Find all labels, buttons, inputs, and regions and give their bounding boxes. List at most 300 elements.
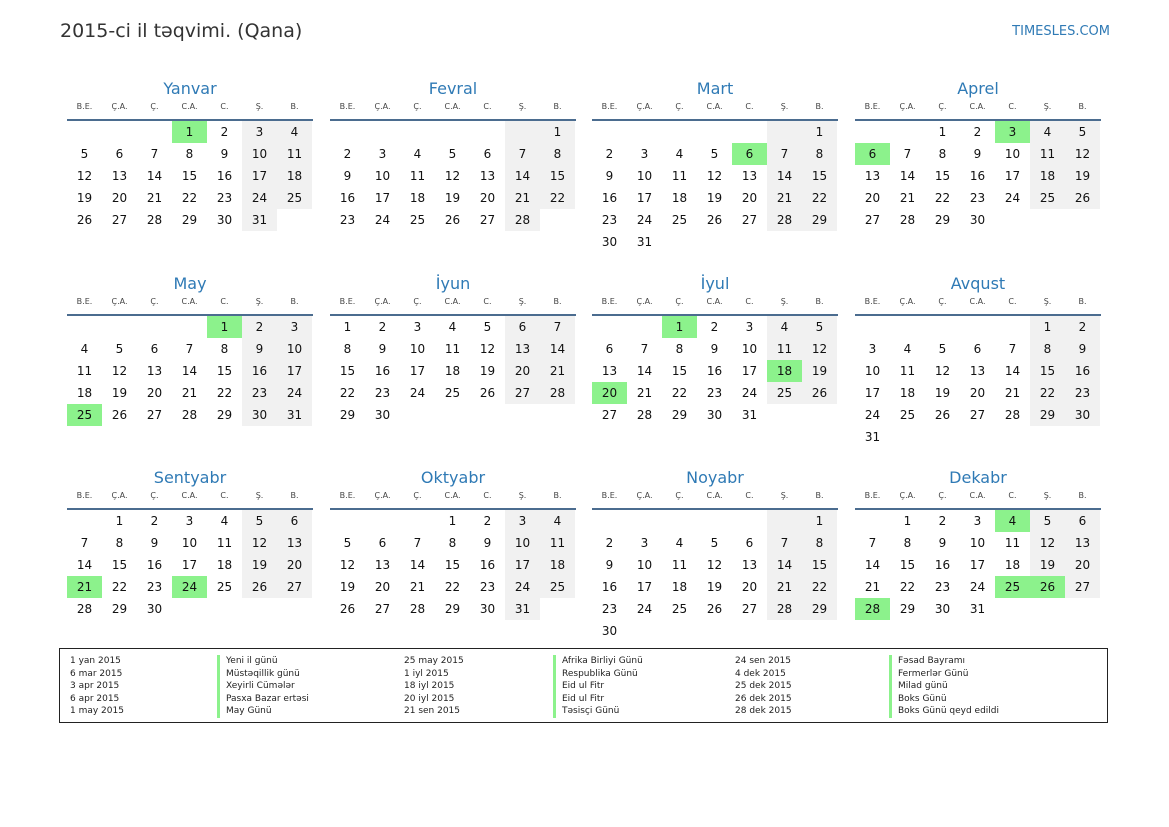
day-cell: 3 xyxy=(995,121,1030,143)
day-cell: 12 xyxy=(706,169,723,183)
weekday-label: B. xyxy=(290,297,299,306)
day-cell: 25 xyxy=(1030,187,1065,209)
day-cell: 8 xyxy=(675,342,684,356)
weekday-label: C. xyxy=(1008,102,1017,111)
empty-day xyxy=(627,510,662,532)
week-row xyxy=(67,165,313,187)
day-cell: 7 xyxy=(767,143,802,165)
week-row xyxy=(67,576,313,598)
day-cell: 30 xyxy=(242,404,277,426)
day-cell: 28 xyxy=(636,408,653,422)
weekday-label: B. xyxy=(553,102,562,111)
month-block xyxy=(67,71,313,231)
day-cell: 7 xyxy=(185,342,194,356)
day-cell: 9 xyxy=(378,342,387,356)
weekday-label: C. xyxy=(745,102,754,111)
day-cell: 12 xyxy=(706,558,723,572)
empty-day xyxy=(995,316,1030,338)
day-cell: 19 xyxy=(76,191,93,205)
day-cell: 13 xyxy=(277,532,312,554)
day-cell: 26 xyxy=(339,602,356,616)
day-cell: 17 xyxy=(181,558,198,572)
weekday-label: Ç.A. xyxy=(374,102,391,111)
day-cell: 10 xyxy=(636,169,653,183)
week-row xyxy=(67,360,313,382)
day-cell: 12 xyxy=(339,558,356,572)
week-row xyxy=(67,598,313,620)
weekday-label: Ş. xyxy=(518,102,527,111)
holiday-date: 18 iyl 2015 xyxy=(404,681,455,692)
day-cell: 20 xyxy=(864,191,881,205)
day-cell: 17 xyxy=(636,580,653,594)
weekday-label: Ş. xyxy=(518,491,527,500)
week-row xyxy=(855,165,1101,187)
week-row xyxy=(67,143,313,165)
day-cell: 11 xyxy=(76,364,93,378)
month-name: Yanvar xyxy=(163,79,217,98)
month-block xyxy=(855,460,1101,620)
empty-day xyxy=(1030,209,1065,231)
day-cell: 23 xyxy=(706,386,723,400)
empty-day xyxy=(697,510,732,532)
day-cell: 18 xyxy=(444,364,461,378)
day-cell: 20 xyxy=(146,386,163,400)
weekday-label: Ş. xyxy=(780,491,789,500)
weekday-header xyxy=(67,292,313,316)
day-cell: 17 xyxy=(409,364,426,378)
empty-day xyxy=(1065,426,1100,448)
month-name: Fevral xyxy=(428,79,478,98)
day-cell: 10 xyxy=(277,338,312,360)
month-block xyxy=(330,266,576,426)
weekday-label: Ş. xyxy=(780,102,789,111)
day-cell: 25 xyxy=(277,187,312,209)
weekday-label: Ç. xyxy=(413,102,422,111)
day-cell: 17 xyxy=(505,554,540,576)
weekday-label: Ç. xyxy=(413,297,422,306)
day-cell: 7 xyxy=(413,536,422,550)
day-cell: 11 xyxy=(540,532,575,554)
day-cell: 4 xyxy=(675,536,684,550)
day-cell: 28 xyxy=(899,213,916,227)
day-cell: 12 xyxy=(479,342,496,356)
weekday-label: Ş. xyxy=(255,491,264,500)
week-row xyxy=(592,404,838,426)
week-row xyxy=(330,187,576,209)
holiday-date-column xyxy=(735,655,792,718)
day-cell: 15 xyxy=(111,558,128,572)
day-cell: 5 xyxy=(710,536,719,550)
empty-day xyxy=(592,510,627,532)
day-cell: 21 xyxy=(181,386,198,400)
day-cell: 4 xyxy=(995,510,1030,532)
empty-day xyxy=(540,598,575,620)
weekday-label: Ç. xyxy=(675,297,684,306)
day-cell: 12 xyxy=(1065,143,1100,165)
holiday-list xyxy=(59,648,1108,723)
week-row xyxy=(855,316,1101,338)
weekday-label: Ç. xyxy=(413,491,422,500)
week-row xyxy=(67,187,313,209)
day-cell: 2 xyxy=(150,514,159,528)
day-cell: 10 xyxy=(181,536,198,550)
day-cell: 26 xyxy=(1065,187,1100,209)
holiday-name: Afrika Birliyi Günü xyxy=(553,655,643,668)
weekday-label: Ş. xyxy=(780,297,789,306)
day-cell: 17 xyxy=(636,191,653,205)
holiday-name: Fermerlər Günü xyxy=(889,668,999,681)
day-cell: 21 xyxy=(409,580,426,594)
day-cell: 21 xyxy=(146,191,163,205)
day-cell: 30 xyxy=(374,408,391,422)
weekday-label: Ç.A. xyxy=(636,297,653,306)
holiday-date: 1 may 2015 xyxy=(70,706,124,717)
empty-day xyxy=(995,426,1030,448)
week-row xyxy=(330,143,576,165)
empty-day xyxy=(1065,209,1100,231)
day-cell: 29 xyxy=(1030,404,1065,426)
weekday-label: C. xyxy=(220,102,229,111)
day-cell: 6 xyxy=(150,342,159,356)
day-cell: 4 xyxy=(675,147,684,161)
day-cell: 8 xyxy=(115,536,124,550)
week-row xyxy=(855,598,1101,620)
week-row xyxy=(855,510,1101,532)
day-cell: 27 xyxy=(374,602,391,616)
holiday-date: 20 iyl 2015 xyxy=(404,693,455,704)
day-cell: 2 xyxy=(242,316,277,338)
empty-day xyxy=(470,121,505,143)
day-cell: 22 xyxy=(339,386,356,400)
day-cell: 23 xyxy=(146,580,163,594)
day-cell: 6 xyxy=(745,536,754,550)
weekday-header xyxy=(67,486,313,510)
empty-day xyxy=(697,231,732,253)
day-cell: 24 xyxy=(741,386,758,400)
day-cell: 8 xyxy=(903,536,912,550)
day-cell: 26 xyxy=(934,408,951,422)
empty-day xyxy=(960,316,995,338)
day-cell: 5 xyxy=(242,510,277,532)
day-cell: 9 xyxy=(1065,338,1100,360)
weekday-label: B. xyxy=(815,491,824,500)
day-cell: 12 xyxy=(802,338,837,360)
day-cell: 19 xyxy=(339,580,356,594)
day-cell: 3 xyxy=(185,514,194,528)
day-cell: 29 xyxy=(181,213,198,227)
week-row xyxy=(592,231,838,253)
day-cell: 16 xyxy=(1065,360,1100,382)
day-cell: 16 xyxy=(934,558,951,572)
week-row xyxy=(592,209,838,231)
day-cell: 13 xyxy=(1065,532,1100,554)
day-cell: 19 xyxy=(706,580,723,594)
week-row xyxy=(67,316,313,338)
day-cell: 31 xyxy=(636,235,653,249)
day-cell: 23 xyxy=(601,213,618,227)
day-cell: 16 xyxy=(146,558,163,572)
day-cell: 31 xyxy=(741,408,758,422)
day-cell: 8 xyxy=(802,143,837,165)
day-cell: 6 xyxy=(505,316,540,338)
day-cell: 19 xyxy=(1065,165,1100,187)
day-cell: 6 xyxy=(277,510,312,532)
day-cell: 6 xyxy=(855,143,890,165)
week-row xyxy=(330,404,576,426)
weekday-header xyxy=(592,486,838,510)
weekday-label: Ç.A. xyxy=(899,102,916,111)
day-cell: 11 xyxy=(409,169,426,183)
day-cell: 22 xyxy=(540,187,575,209)
day-cell: 13 xyxy=(969,364,986,378)
day-cell: 12 xyxy=(444,169,461,183)
weekday-label: Ç.A. xyxy=(636,491,653,500)
day-cell: 23 xyxy=(601,602,618,616)
day-cell: 10 xyxy=(1004,147,1021,161)
day-cell: 20 xyxy=(1065,554,1100,576)
day-cell: 25 xyxy=(540,576,575,598)
day-cell: 1 xyxy=(448,514,457,528)
day-cell: 30 xyxy=(969,213,986,227)
day-cell: 9 xyxy=(220,147,229,161)
empty-day xyxy=(855,316,890,338)
empty-day xyxy=(277,598,312,620)
day-cell: 8 xyxy=(343,342,352,356)
weekday-label: C. xyxy=(1008,297,1017,306)
week-row xyxy=(330,338,576,360)
day-cell: 2 xyxy=(710,320,719,334)
day-cell: 2 xyxy=(938,514,947,528)
weekday-label: C.A. xyxy=(181,102,198,111)
day-cell: 7 xyxy=(80,536,89,550)
day-cell: 9 xyxy=(938,536,947,550)
day-cell: 23 xyxy=(1065,382,1100,404)
day-cell: 27 xyxy=(864,213,881,227)
day-cell: 25 xyxy=(767,382,802,404)
day-cell: 13 xyxy=(505,338,540,360)
day-cell: 20 xyxy=(505,360,540,382)
day-cell: 3 xyxy=(505,510,540,532)
weekday-label: Ç. xyxy=(938,491,947,500)
day-cell: 31 xyxy=(864,430,881,444)
day-cell: 21 xyxy=(767,187,802,209)
day-cell: 26 xyxy=(706,602,723,616)
day-cell: 30 xyxy=(479,602,496,616)
holiday-name-column xyxy=(217,655,309,718)
day-cell: 27 xyxy=(505,382,540,404)
day-cell: 1 xyxy=(172,121,207,143)
day-cell: 9 xyxy=(605,558,614,572)
week-row xyxy=(330,510,576,532)
weekday-label: B. xyxy=(290,491,299,500)
week-row xyxy=(592,338,838,360)
day-cell: 2 xyxy=(220,125,229,139)
day-cell: 6 xyxy=(378,536,387,550)
day-cell: 3 xyxy=(242,121,277,143)
day-cell: 14 xyxy=(181,364,198,378)
week-row xyxy=(855,554,1101,576)
weekday-header xyxy=(855,486,1101,510)
day-cell: 25 xyxy=(995,576,1030,598)
day-cell: 16 xyxy=(601,191,618,205)
day-cell: 3 xyxy=(868,342,877,356)
holiday-name: Eid ul Fitr xyxy=(553,680,643,693)
holiday-date: 4 dek 2015 xyxy=(735,668,786,679)
day-cell: 31 xyxy=(277,404,312,426)
empty-day xyxy=(1030,598,1065,620)
empty-day xyxy=(102,316,137,338)
brand-link[interactable]: TIMESLES.COM xyxy=(1012,24,1110,39)
day-cell: 2 xyxy=(378,320,387,334)
weekday-label: C.A. xyxy=(706,102,723,111)
day-cell: 4 xyxy=(413,147,422,161)
day-cell: 3 xyxy=(378,147,387,161)
day-cell: 23 xyxy=(479,580,496,594)
week-row xyxy=(592,510,838,532)
day-cell: 19 xyxy=(111,386,128,400)
empty-day xyxy=(400,510,435,532)
day-cell: 29 xyxy=(802,209,837,231)
day-cell: 2 xyxy=(1065,316,1100,338)
day-cell: 3 xyxy=(640,536,649,550)
day-cell: 24 xyxy=(409,386,426,400)
holiday-date: 21 sen 2015 xyxy=(404,706,461,717)
weekday-label: Ş. xyxy=(255,297,264,306)
week-row xyxy=(67,554,313,576)
day-cell: 20 xyxy=(111,191,128,205)
day-cell: 31 xyxy=(505,598,540,620)
weekday-label: B. xyxy=(290,102,299,111)
week-row xyxy=(592,165,838,187)
day-cell: 29 xyxy=(216,408,233,422)
weekday-label: B. xyxy=(553,297,562,306)
day-cell: 26 xyxy=(479,386,496,400)
day-cell: 15 xyxy=(444,558,461,572)
weekday-label: B.E. xyxy=(864,491,881,500)
empty-day xyxy=(890,316,925,338)
day-cell: 21 xyxy=(1004,386,1021,400)
day-cell: 8 xyxy=(185,147,194,161)
day-cell: 7 xyxy=(903,147,912,161)
weekday-label: C. xyxy=(483,491,492,500)
weekday-label: Ç.A. xyxy=(111,102,128,111)
week-row xyxy=(592,360,838,382)
month-block xyxy=(855,266,1101,448)
weekday-label: Ş. xyxy=(1043,491,1052,500)
day-cell: 3 xyxy=(413,320,422,334)
day-cell: 10 xyxy=(409,342,426,356)
day-cell: 5 xyxy=(1030,510,1065,532)
day-cell: 2 xyxy=(973,125,982,139)
weekday-label: C.A. xyxy=(969,297,986,306)
weekday-label: B.E. xyxy=(339,297,356,306)
day-cell: 6 xyxy=(483,147,492,161)
day-cell: 30 xyxy=(1065,404,1100,426)
weekday-label: Ş. xyxy=(1043,297,1052,306)
empty-day xyxy=(767,231,802,253)
empty-day xyxy=(662,121,697,143)
month-block xyxy=(67,266,313,426)
day-cell: 26 xyxy=(242,576,277,598)
week-row xyxy=(67,338,313,360)
week-row xyxy=(592,187,838,209)
empty-day xyxy=(802,620,837,642)
weekday-label: B.E. xyxy=(339,491,356,500)
day-cell: 29 xyxy=(934,213,951,227)
day-cell: 1 xyxy=(802,121,837,143)
empty-day xyxy=(925,426,960,448)
month-block xyxy=(330,71,576,231)
day-cell: 10 xyxy=(969,536,986,550)
day-cell: 7 xyxy=(868,536,877,550)
day-cell: 14 xyxy=(146,169,163,183)
weekday-label: C. xyxy=(483,102,492,111)
holiday-name: Fəsad Bayramı xyxy=(889,655,999,668)
day-cell: 16 xyxy=(216,169,233,183)
holiday-date: 3 apr 2015 xyxy=(70,681,120,692)
day-cell: 24 xyxy=(172,576,207,598)
empty-day xyxy=(400,121,435,143)
week-row xyxy=(592,316,838,338)
month-block xyxy=(592,460,838,642)
day-cell: 18 xyxy=(899,386,916,400)
day-cell: 14 xyxy=(409,558,426,572)
day-cell: 24 xyxy=(969,580,986,594)
weekday-label: Ç. xyxy=(150,297,159,306)
day-cell: 16 xyxy=(374,364,391,378)
empty-day xyxy=(365,510,400,532)
day-cell: 17 xyxy=(374,191,391,205)
day-cell: 24 xyxy=(1004,191,1021,205)
day-cell: 18 xyxy=(671,580,688,594)
holiday-date-column xyxy=(404,655,464,718)
day-cell: 27 xyxy=(741,213,758,227)
day-cell: 19 xyxy=(802,360,837,382)
empty-day xyxy=(365,121,400,143)
day-cell: 21 xyxy=(540,360,575,382)
empty-day xyxy=(400,404,435,426)
day-cell: 14 xyxy=(767,554,802,576)
month-name: Oktyabr xyxy=(420,468,486,487)
day-cell: 4 xyxy=(903,342,912,356)
day-cell: 24 xyxy=(864,408,881,422)
week-row xyxy=(855,426,1101,448)
week-row xyxy=(855,187,1101,209)
day-cell: 26 xyxy=(444,213,461,227)
weekday-label: C. xyxy=(483,297,492,306)
day-cell: 7 xyxy=(150,147,159,161)
holiday-date-column xyxy=(70,655,124,718)
day-cell: 14 xyxy=(505,165,540,187)
day-cell: 22 xyxy=(899,580,916,594)
day-cell: 3 xyxy=(640,147,649,161)
day-cell: 21 xyxy=(636,386,653,400)
day-cell: 5 xyxy=(115,342,124,356)
weekday-header xyxy=(67,97,313,121)
day-cell: 11 xyxy=(1030,143,1065,165)
day-cell: 18 xyxy=(671,191,688,205)
empty-day xyxy=(890,426,925,448)
week-row xyxy=(330,382,576,404)
page-title: 2015-ci il təqvimi. (Qana) xyxy=(60,20,303,42)
empty-day xyxy=(732,231,767,253)
month-name: Mart xyxy=(696,79,734,98)
day-cell: 18 xyxy=(1030,165,1065,187)
holiday-name-column xyxy=(889,655,999,718)
week-row xyxy=(330,165,576,187)
day-cell: 16 xyxy=(339,191,356,205)
day-cell: 13 xyxy=(479,169,496,183)
